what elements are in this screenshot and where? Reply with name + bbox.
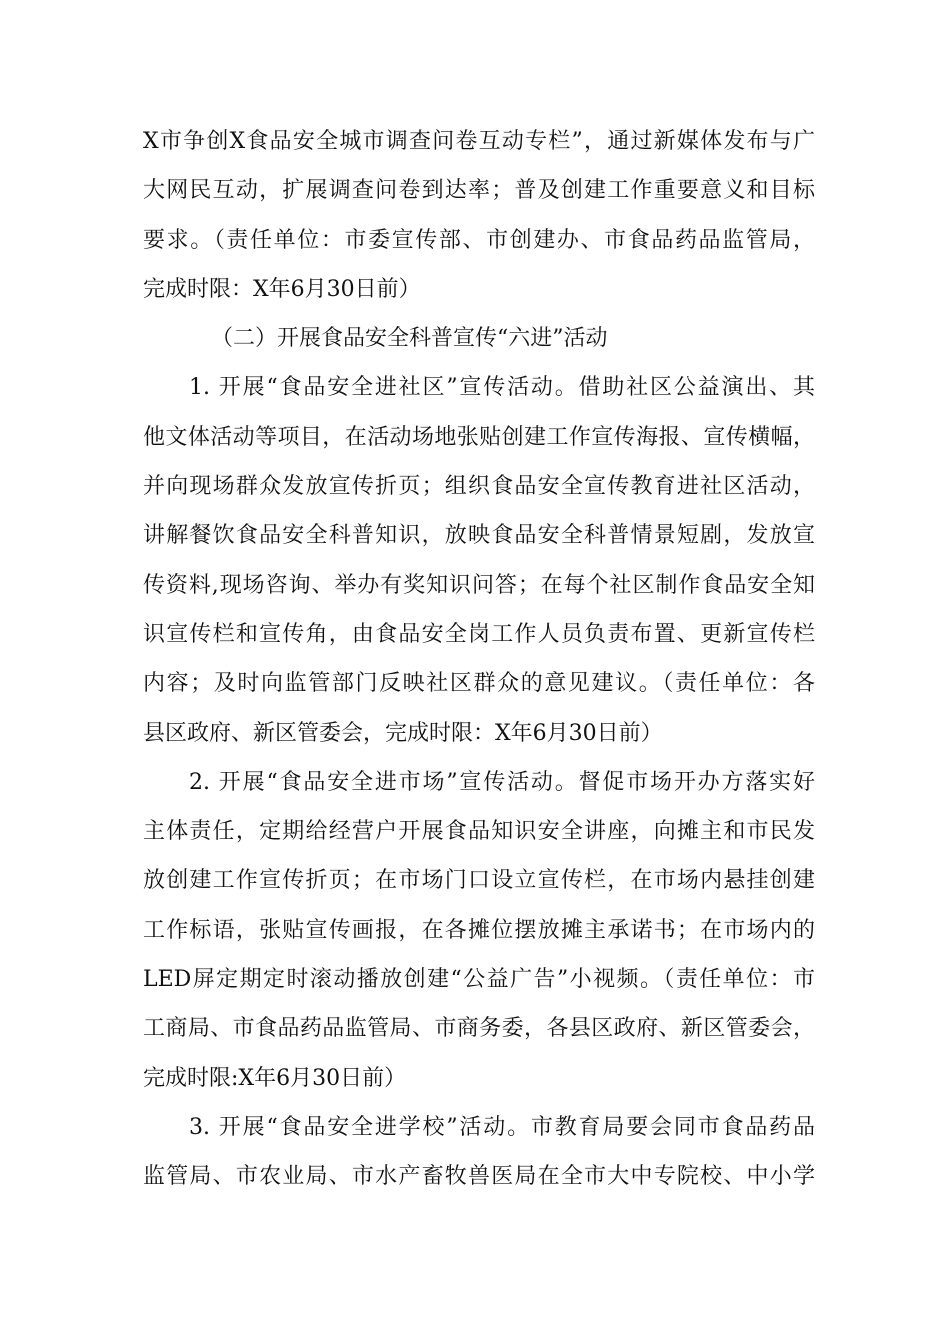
- text-line: 主体责任，定期给经营户开展食品知识安全讲座，向摊主和市民发: [143, 819, 815, 845]
- text-line: 放创建工作宣传折页；在市场门口设立宣传栏，在市场内悬挂创建: [143, 868, 815, 894]
- text-line: 传资料,现场咨询、举办有奖知识问答；在每个社区制作食品安全知: [143, 572, 815, 598]
- text-line: 并向现场群众发放宣传折页；组织食品安全宣传教育进社区活动，: [143, 474, 815, 500]
- text-line: 识宣传栏和宣传角，由食品安全岗工作人员负责布置、更新宣传栏: [143, 621, 815, 647]
- text-line: 工商局、市食品药品监管局、市商务委，各县区政府、新区管委会，: [143, 1016, 815, 1042]
- text-line: 监管局、市农业局、市水产畜牧兽医局在全市大中专院校、中小学: [143, 1164, 815, 1190]
- text-line: 他文体活动等项目，在活动场地张贴创建工作宣传海报、宣传横幅，: [143, 424, 815, 450]
- text-line: 完成时限:X年6月30日前）: [143, 1065, 407, 1091]
- text-line: 内容；及时向监管部门反映社区群众的意见建议。（责任单位：各: [143, 671, 815, 697]
- text-line: 工作标语，张贴宣传画报，在各摊位摆放摊主承诺书；在市场内的: [143, 917, 815, 943]
- text-line: 大网民互动，扩展调查问卷到达率；普及创建工作重要意义和目标: [143, 178, 815, 204]
- text-line: 讲解餐饮食品安全科普知识，放映食品安全科普情景短剧，发放宣: [143, 523, 815, 549]
- text-line: LED屏定期定时滚动播放创建“公益广告”小视频。（责任单位：市: [143, 967, 815, 993]
- section-heading: （二）开展食品安全科普宣传“六进”活动: [211, 326, 608, 352]
- paragraph-first-line: 3. 开展“食品安全进学校”活动。市教育局要会同市食品药品: [189, 1114, 815, 1140]
- text-line: X市争创X食品安全城市调查问卷互动专栏”，通过新媒体发布与广: [143, 129, 815, 154]
- document-body: [143, 117, 815, 1202]
- paragraph-first-line: 2. 开展“食品安全进市场”宣传活动。督促市场开办方落实好: [189, 769, 815, 795]
- paragraph-first-line: 1. 开展“食品安全进社区”宣传活动。借助社区公益演出、其: [189, 375, 815, 401]
- text-line: 完成时限：X年6月30日前）: [143, 276, 421, 302]
- text-line: 要求。（责任单位：市委宣传部、市创建办、市食品药品监管局，: [143, 227, 815, 253]
- text-line: 县区政府、新区管委会，完成时限：X年6月30日前）: [143, 720, 663, 746]
